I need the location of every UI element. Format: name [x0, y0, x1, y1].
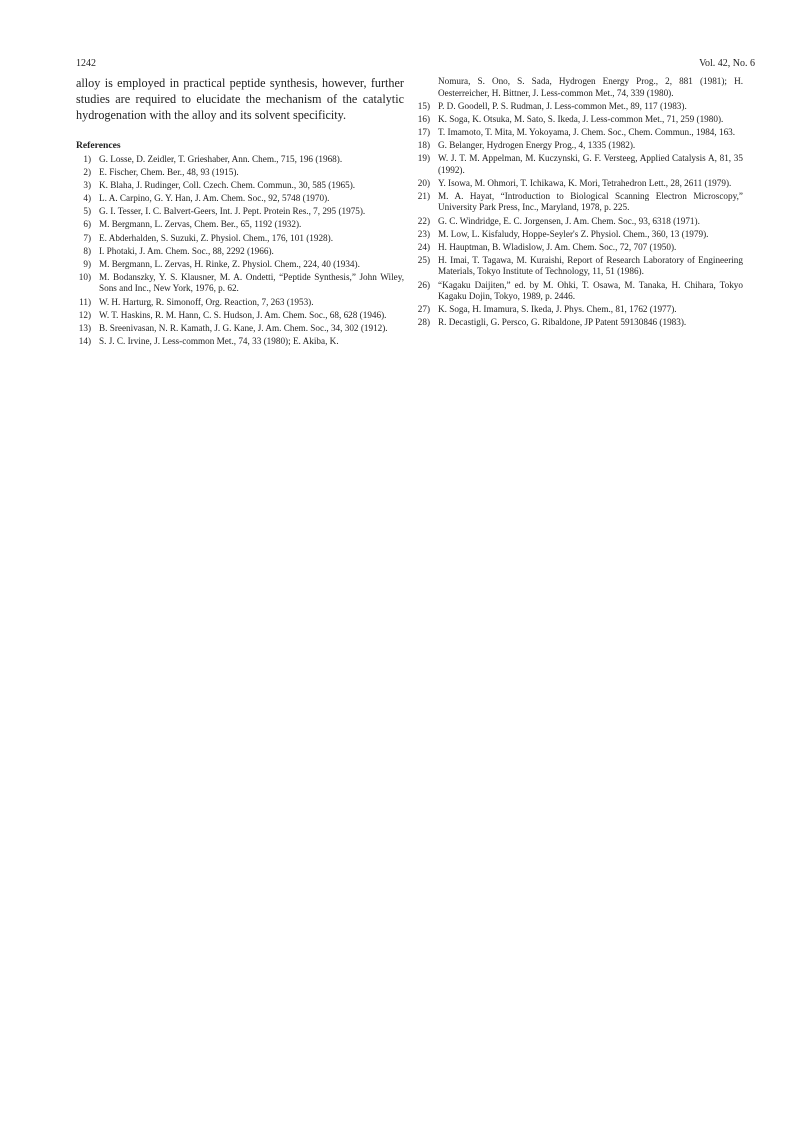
- reference-text: Y. Isowa, M. Ohmori, T. Ichikawa, K. Mori, Tetrahedron Lett., 28, 2611 (1979).: [438, 177, 732, 188]
- reference-text: M. A. Hayat, “Introduction to Biological Scanning Electron Microscopy,” University Park Press, Inc., Maryland, 1978, p. 225.: [438, 190, 743, 213]
- reference-item: [76, 297, 404, 309]
- reference-number: 15): [417, 100, 430, 111]
- reference-number: 8): [83, 245, 91, 256]
- reference-item: [415, 255, 743, 278]
- reference-item: [76, 323, 404, 335]
- reference-text: T. Imamoto, T. Mita, M. Yokoyama, J. Chem. Soc., Chem. Commun., 1984, 163.: [438, 126, 736, 137]
- reference-item: [415, 280, 743, 303]
- reference-text: G. C. Windridge, E. C. Jorgensen, J. Am. Chem. Soc., 93, 6318 (1971).: [438, 215, 700, 226]
- reference-item: [76, 336, 404, 348]
- reference-item: [415, 101, 743, 113]
- reference-number: 11): [79, 296, 91, 307]
- reference-item: [76, 180, 404, 192]
- reference-text: P. D. Goodell, P. S. Rudman, J. Less-common Met., 89, 117 (1983).: [438, 100, 687, 111]
- reference-number: 1): [83, 153, 91, 164]
- reference-item: [415, 127, 743, 139]
- reference-text: “Kagaku Daijiten,” ed. by M. Ohki, T. Osawa, M. Tanaka, H. Chihara, Tokyo Kagaku Dojin, Tokyo, 1989, p. 2446.: [438, 279, 743, 302]
- reference-item: [415, 153, 743, 176]
- reference-number: 5): [83, 206, 91, 217]
- reference-text: S. J. C. Irvine, J. Less-common Met., 74, 33 (1980); E. Akiba, K.: [99, 335, 339, 346]
- reference-number: 21): [417, 190, 430, 201]
- reference-continuation: Nomura, S. Ono, S. Sada, Hydrogen Energy Prog., 2, 881 (1981); H. Oesterreicher, H. Bittner, J. Less-common Met., 74, 339 (1980).: [438, 76, 743, 98]
- reference-number: 26): [417, 279, 430, 290]
- page-number: 1242: [76, 58, 96, 69]
- reference-item: [76, 167, 404, 179]
- reference-number: 13): [78, 322, 91, 333]
- right-column: [415, 76, 743, 330]
- reference-text: M. Bodanszky, Y. S. Klausner, M. A. Ondetti, “Peptide Synthesis,” John Wiley, Sons and Inc., New York, 1976, p. 62.: [99, 271, 404, 294]
- reference-text: G. Belanger, Hydrogen Energy Prog., 4, 1335 (1982).: [438, 139, 636, 150]
- reference-number: 10): [78, 271, 91, 282]
- reference-item: [76, 259, 404, 271]
- reference-text: I. Photaki, J. Am. Chem. Soc., 88, 2292 (1966).: [99, 245, 274, 256]
- body-paragraph: alloy is employed in practical peptide synthesis, however, further studies are required to elucidate the mechanism of the catalytic hydrogenation with the alloy and its solvent specificity.: [76, 76, 404, 122]
- reference-text: G. Losse, D. Zeidler, T. Grieshaber, Ann. Chem., 715, 196 (1968).: [99, 153, 343, 164]
- left-column: [76, 76, 404, 349]
- reference-item: [415, 242, 743, 254]
- reference-number: 25): [417, 254, 430, 265]
- reference-number: 4): [83, 193, 91, 204]
- reference-item: [76, 206, 404, 218]
- reference-item: [76, 246, 404, 258]
- reference-number: 19): [417, 153, 430, 164]
- reference-number: 14): [78, 335, 91, 346]
- reference-item: [415, 229, 743, 241]
- reference-text: H. Imai, T. Tagawa, M. Kuraishi, Report of Research Laboratory of Engineering Materials, Tokyo Institute of Technology, 11, 51 (1986).: [438, 254, 743, 277]
- reference-number: 17): [417, 126, 430, 137]
- reference-item: [415, 178, 743, 190]
- reference-item: [415, 191, 743, 214]
- reference-text: W. J. T. M. Appelman, M. Kuczynski, G. F. Versteeg, Applied Catalysis A, 81, 35 (1992).: [438, 153, 743, 175]
- reference-text: H. Hauptman, B. Wladislow, J. Am. Chem. Soc., 72, 707 (1950).: [438, 241, 677, 252]
- reference-number: 24): [417, 241, 430, 252]
- reference-number: 27): [417, 304, 430, 315]
- reference-text: M. Low, L. Kisfaludy, Hoppe-Seyler's Z. Physiol. Chem., 360, 13 (1979).: [438, 228, 709, 239]
- reference-number: 12): [78, 309, 91, 320]
- reference-number: 2): [83, 167, 91, 178]
- reference-number: 3): [83, 180, 91, 191]
- references-heading: References: [76, 140, 121, 152]
- reference-text: M. Bergmann, L. Zervas, Chem. Ber., 65, 1192 (1932).: [99, 219, 302, 230]
- reference-text: K. Soga, K. Otsuka, M. Sato, S. Ikeda, J. Less-common Met., 71, 259 (1980).: [438, 113, 724, 124]
- reference-text: B. Sreenivasan, N. R. Kamath, J. G. Kane, J. Am. Chem. Soc., 34, 302 (1912).: [99, 322, 388, 333]
- reference-text: K. Blaha, J. Rudinger, Coll. Czech. Chem. Commun., 30, 585 (1965).: [99, 180, 356, 191]
- reference-text: G. I. Tesser, I. C. Balvert-Geers, Int. J. Pept. Protein Res., 7, 295 (1975).: [99, 206, 366, 217]
- reference-number: 28): [417, 317, 430, 328]
- reference-text: W. T. Haskins, R. M. Hann, C. S. Hudson, J. Am. Chem. Soc., 68, 628 (1946).: [99, 309, 387, 320]
- reference-text: E. Fischer, Chem. Ber., 48, 93 (1915).: [99, 167, 239, 178]
- reference-item: [415, 317, 743, 329]
- reference-item: [76, 219, 404, 231]
- reference-text: E. Abderhalden, S. Suzuki, Z. Physiol. Chem., 176, 101 (1928).: [99, 232, 334, 243]
- reference-text: W. H. Harturg, R. Simonoff, Org. Reaction, 7, 263 (1953).: [99, 296, 314, 307]
- reference-item: [415, 114, 743, 126]
- reference-number: 22): [417, 215, 430, 226]
- reference-item: [415, 140, 743, 152]
- reference-number: 16): [417, 113, 430, 124]
- reference-number: 20): [417, 177, 430, 188]
- reference-item: [76, 193, 404, 205]
- reference-text: R. Decastigli, G. Persco, G. Ribaldone, JP Patent 59130846 (1983).: [438, 317, 687, 328]
- reference-item: [76, 154, 404, 166]
- reference-item: [415, 216, 743, 228]
- reference-number: 6): [83, 219, 91, 230]
- volume-issue: Vol. 42, No. 6: [699, 58, 755, 69]
- reference-item: [76, 310, 404, 322]
- reference-text: M. Bergmann, L. Zervas, H. Rinke, Z. Physiol. Chem., 224, 40 (1934).: [99, 258, 360, 269]
- reference-number: 9): [83, 258, 91, 269]
- reference-list-right: [415, 101, 743, 329]
- reference-text: L. A. Carpino, G. Y. Han, J. Am. Chem. Soc., 92, 5748 (1970).: [99, 193, 330, 204]
- reference-number: 23): [417, 228, 430, 239]
- reference-item: [76, 272, 404, 295]
- reference-item: [415, 304, 743, 316]
- reference-list-left: [76, 154, 404, 347]
- reference-number: 7): [83, 232, 91, 243]
- reference-text: K. Soga, H. Imamura, S. Ikeda, J. Phys. Chem., 81, 1762 (1977).: [438, 304, 677, 315]
- reference-number: 18): [417, 139, 430, 150]
- reference-item: [76, 233, 404, 245]
